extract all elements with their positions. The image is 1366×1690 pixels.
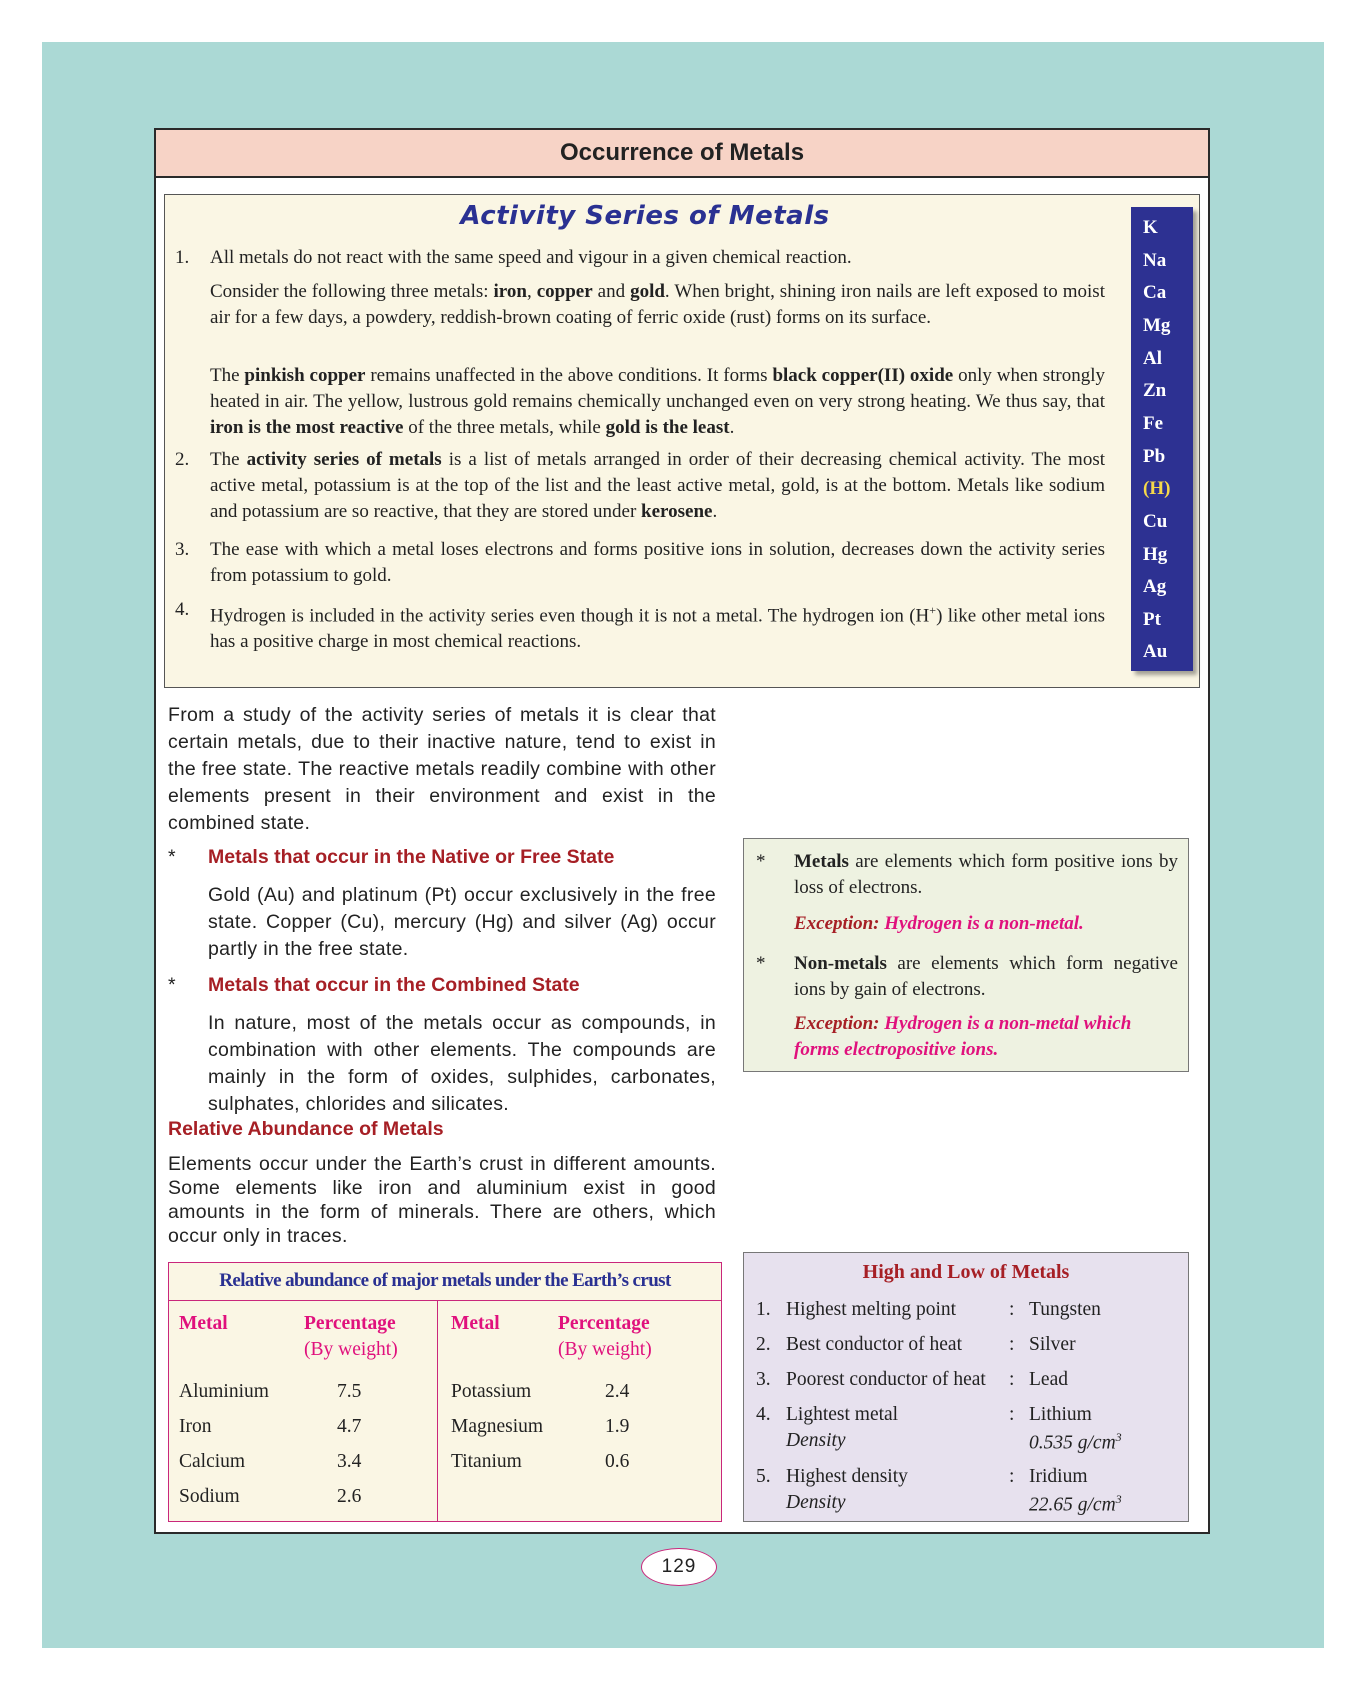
intro-paragraph: From a study of the activity series of metals it is clear that certain metals, due to their inactive nature, tend to exist in the free state. The reactive metals readily combine with other elements present in their environment and exist in the combined state. <box>168 704 716 834</box>
item-text: Hydrogen is included in the activity series even though it is not a metal. The hydrogen ion (H+) like other metal ions has a positive charge in most chemical reactions. <box>210 603 1106 653</box>
high-low-title: High and Low of Metals <box>862 1261 1070 1283</box>
native-state-text: Gold (Au) and platinum (Pt) occur exclusively in the free state. Copper (Cu), mercury (Hg) and silver (Ag) occur partly in the free state. <box>208 884 716 960</box>
metals-definition-box: * Metals are elements which form positive ions by loss of electrons. Exception: Hydrogen is a non-metal. * Non-metals are elements which form negative ions by gain of electrons. Exception: Hydrogen is a non-metal which forms electropositive ions. <box>743 838 1189 1072</box>
activity-series-column <box>1131 207 1193 671</box>
list-item <box>175 245 1105 271</box>
list-item: 3. Poorest conductor of heat : Lead <box>756 1369 1068 1390</box>
table-divider <box>437 1301 438 1521</box>
column-header-percentage: Percentage <box>304 1313 396 1334</box>
series-metal: Pb <box>1143 446 1166 467</box>
metals-definition: Metals are elements which form positive ions by loss of electrons. <box>794 851 1178 898</box>
item-number: 1. <box>175 247 190 268</box>
series-metal: Cu <box>1143 511 1168 532</box>
column-header-subtitle: (By weight) <box>558 1339 652 1360</box>
list-item: 5. Highest density : Iridium <box>756 1466 1088 1487</box>
series-metal: Au <box>1143 641 1168 662</box>
high-low-box <box>743 1252 1189 1522</box>
density-label: Density <box>786 1492 846 1513</box>
table-cell-percentage: 0.6 <box>605 1451 630 1472</box>
table-cell-metal: Potassium <box>451 1381 532 1402</box>
series-metal: Na <box>1143 250 1167 271</box>
item-number: 3. <box>175 539 190 560</box>
nonmetals-exception: Exception: Hydrogen is a non-metal which forms electropositive ions. <box>794 1013 1132 1060</box>
item-number: 2. <box>175 449 190 470</box>
item-text: The ease with which a metal loses electrons and forms positive ions in solution, decreases down the activity series from potassium to gold. <box>210 539 1105 586</box>
density-value: 0.535 $g/cm^3$ <box>1029 1430 1122 1454</box>
table-cell-metal: Calcium <box>179 1451 246 1472</box>
series-metal: Fe <box>1143 413 1164 434</box>
activity-series-box <box>164 194 1200 688</box>
combined-state-text: In nature, most of the metals occur as compounds, in combination with other elements. The compounds are mainly in the form of oxides, sulphides, carbonates, sulphates, chlorides and silicates. <box>208 1012 716 1115</box>
column-header-metal: Metal <box>179 1313 228 1334</box>
table-cell-metal: Magnesium <box>451 1416 544 1437</box>
table-cell-percentage: 1.9 <box>605 1416 630 1437</box>
list-item <box>175 597 1105 655</box>
table-cell-percentage: 2.6 <box>337 1486 362 1507</box>
combined-state-heading: * Metals that occur in the Combined State <box>168 974 580 996</box>
table-cell-percentage: 7.5 <box>337 1381 362 1402</box>
table-cell-metal: Aluminium <box>179 1381 269 1402</box>
density-label: Density <box>786 1430 846 1451</box>
relative-abundance-heading: Relative Abundance of Metals <box>168 1118 444 1140</box>
table-cell-percentage: 2.4 <box>605 1381 630 1402</box>
series-metal: Mg <box>1143 315 1171 336</box>
series-metal: Ag <box>1143 576 1167 597</box>
native-state-heading: * Metals that occur in the Native or Free State <box>168 846 615 868</box>
table-cell-metal: Sodium <box>179 1486 240 1507</box>
series-metal-hydrogen: (H) <box>1143 478 1171 499</box>
list-item <box>175 447 1105 525</box>
series-metal: K <box>1143 217 1158 238</box>
list-item: 1. Highest melting point : Tungsten <box>756 1299 1101 1320</box>
density-value: 22.65 $g/cm^3$ <box>1029 1492 1122 1516</box>
textbook-page <box>154 128 1210 1534</box>
series-metal: Al <box>1143 348 1162 369</box>
item-text: The activity series of metals is a list of metals arranged in order of their decreasing chemical activity. The most active metal, potassium is at the top of the list and the least active metal, gold, is at the bottom. Metals like sodium and potassium are so reactive, that they are stored under kerosene. <box>210 449 1106 522</box>
series-metal: Ca <box>1143 282 1167 303</box>
column-header-percentage: Percentage <box>558 1313 650 1334</box>
page-number: 129 <box>641 1548 717 1586</box>
list-item <box>175 537 1105 589</box>
abundance-table-title: Relative abundance of major metals under the Earth’s crust <box>169 1263 721 1301</box>
list-item: 2. Best conductor of heat : Silver <box>756 1334 1076 1355</box>
table-cell-metal: Titanium <box>451 1451 522 1472</box>
item-text: All metals do not react with the same speed and vigour in a given chemical reaction. <box>210 247 852 268</box>
table-cell-percentage: 3.4 <box>337 1451 362 1472</box>
table-cell-percentage: 4.7 <box>337 1416 362 1437</box>
page-title: Occurrence of Metals <box>156 130 1208 178</box>
series-metal: Zn <box>1143 380 1167 401</box>
table-cell-metal: Iron <box>179 1416 212 1437</box>
metals-exception: Exception: Hydrogen is a non-metal. <box>794 913 1084 934</box>
relative-abundance-text: Elements occur under the Earth’s crust in different amounts. Some elements like iron and aluminium exist in good amounts in the form of minerals. There are others, which occur only in traces. <box>168 1153 716 1247</box>
series-metal: Pt <box>1143 609 1161 630</box>
paragraph-three-metals: Consider the following three metals: iron, copper and gold. When bright, shining iron nails are left exposed to moist air for a few days, a powdery, reddish-brown coating of ferric oxide (rust) forms on its surface. <box>210 281 1105 328</box>
series-metal: Hg <box>1143 544 1168 565</box>
paragraph-copper: The pinkish copper remains unaffected in the above conditions. It forms black copper(II) oxide only when strongly heated in air. The yellow, lustrous gold remains chemically unchanged even on very strong heating. We thus say, that iron is the most reactive of the three metals, while gold is the least. <box>210 365 1106 438</box>
column-header-subtitle: (By weight) <box>304 1339 398 1360</box>
nonmetals-definition: Non-metals are elements which form negative ions by gain of electrons. <box>794 953 1178 1000</box>
activity-series-title: Activity Series of Metals <box>460 201 830 231</box>
abundance-table <box>168 1262 722 1522</box>
list-item: 4. Lightest metal : Lithium <box>756 1404 1092 1425</box>
item-number: 4. <box>175 599 190 620</box>
column-header-metal: Metal <box>451 1313 500 1334</box>
